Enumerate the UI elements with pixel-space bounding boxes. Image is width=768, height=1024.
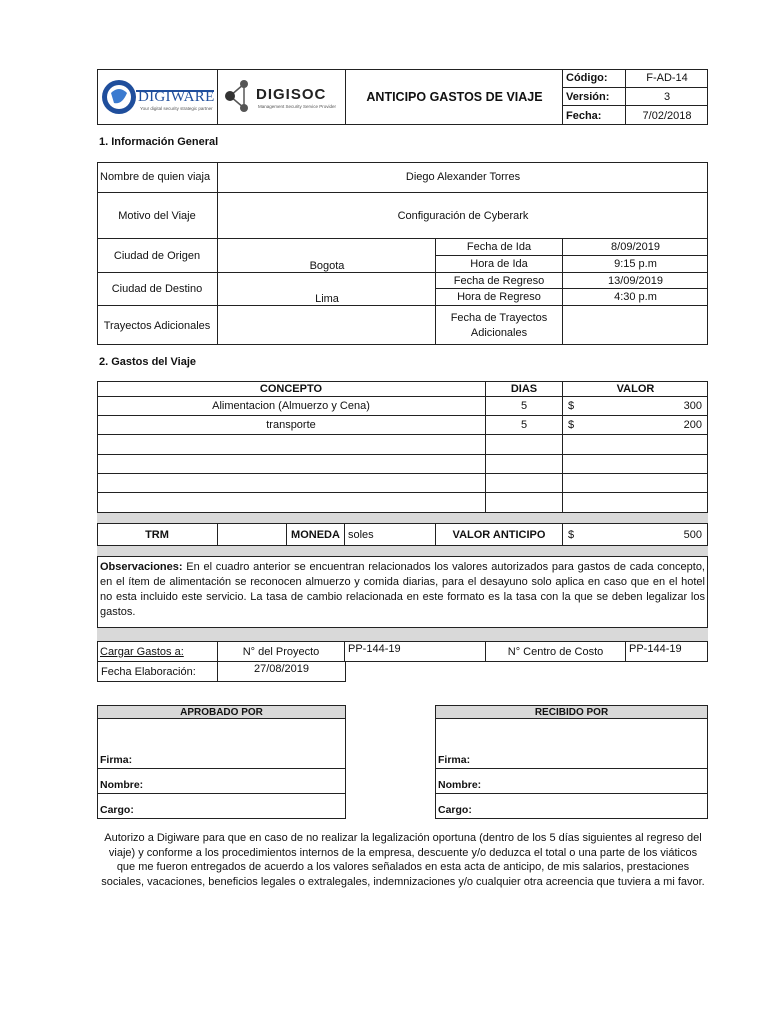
origin-label: Ciudad de Origen — [97, 239, 218, 273]
date-value: 7/02/2018 — [642, 109, 692, 122]
observations-text: En el cuadro anterior se encuentran relacionados los valores autorizados para gastos de cada concepto, en el ítem de alimentación se reconocen almuerzo y comida diarias, para el desayuno solo aplica en caso que en el hotel no esta incluido este servicio. La tasa de cambio relacionada en este formato es la tasa con la que se deben legalizar los gastos. — [100, 561, 705, 618]
table-spacer — [97, 513, 708, 524]
empty-value-cell — [563, 455, 708, 474]
currency-label: MONEDA — [287, 524, 345, 546]
origin-value: Bogota — [309, 260, 345, 272]
empty-concept-cell — [97, 455, 486, 474]
expense-days: 5 — [486, 397, 563, 416]
cost-center-label: N° Centro de Costo — [486, 641, 626, 662]
value-header: VALOR — [563, 381, 708, 397]
trm-value — [218, 524, 287, 546]
empty-concept-cell — [97, 493, 486, 513]
return-time-label: Hora de Regreso — [436, 289, 563, 306]
expense-value-cell — [563, 397, 708, 416]
advance-value: 500 — [683, 529, 702, 541]
expense-value: 200 — [683, 419, 702, 431]
received-signature-label: Firma: — [436, 754, 707, 769]
traveler-value: Diego Alexander Torres — [218, 162, 708, 193]
code-label: Código: — [563, 69, 626, 88]
digisoc-tagline: Management Security Service Provider — [258, 104, 337, 109]
days-header: DIAS — [486, 381, 563, 397]
expense-value: 300 — [683, 400, 702, 412]
cost-center-value: PP-144-19 — [629, 643, 682, 655]
digiware-logo — [100, 75, 216, 119]
elaboration-label: Fecha Elaboración: — [97, 662, 218, 682]
reason-value: Configuración de Cyberark — [218, 193, 708, 239]
charge-label — [97, 641, 218, 662]
approved-title: APROBADO POR — [98, 706, 345, 719]
project-value: PP-144-19 — [345, 641, 486, 662]
digiware-logo-text: DIGIWARE — [138, 89, 215, 105]
currency-symbol: $ — [568, 529, 575, 541]
charge-label-text: Cargar Gastos a: — [100, 645, 184, 658]
observations-label: Observaciones: — [100, 561, 183, 573]
departure-time-value: 9:15 p.m — [563, 256, 708, 273]
section1-title: 1. Información General — [99, 136, 219, 148]
empty-value-cell — [563, 474, 708, 493]
advance-value-cell — [563, 524, 708, 546]
additional-date-value — [563, 306, 708, 345]
received-position-label: Cargo: — [438, 804, 472, 816]
advance-label: VALOR ANTICIPO — [436, 524, 563, 546]
additional-label: Trayectos Adicionales — [97, 306, 218, 345]
version-value: 3 — [626, 88, 708, 106]
separator-band — [97, 628, 708, 641]
return-time-value: 4:30 p.m — [563, 289, 708, 306]
reason-label: Motivo del Viaje — [97, 193, 218, 239]
empty-days-cell — [486, 455, 563, 474]
empty-days-cell — [486, 474, 563, 493]
currency-symbol: $ — [568, 400, 575, 412]
expense-days: 5 — [486, 416, 563, 435]
empty-days-cell — [486, 435, 563, 455]
approved-name-label: Nombre: — [98, 779, 345, 794]
return-date-value: 13/09/2019 — [563, 273, 708, 289]
date-label: Fecha: — [563, 106, 626, 125]
authorization-text: Autorizo a Digiware para que en caso de no realizar la legalización oportuna (dentro de los 5 días siguientes al regreso del viaje) y conforme a los procedimientos internos de la empresa, descuente y/o deduzca el total o una parte de los viáticos que me fueron entregados de acuerdo a los valores señalados en esta acta de anticipo, de mis salarios, prestaciones sociales, vacaciones, beneficios legales o extralegales, indemnizaciones y/o cualquier otra acreencia que tuviera a mi favor. — [101, 832, 705, 888]
digiware-tagline: Your digital security strategic partner — [140, 106, 213, 111]
project-label: N° del Proyecto — [218, 641, 345, 662]
traveler-label: Nombre de quien viaja — [97, 162, 218, 193]
departure-date-value: 8/09/2019 — [563, 239, 708, 256]
departure-time-label: Hora de Ida — [436, 256, 563, 273]
received-title: RECIBIDO POR — [436, 706, 707, 719]
received-name-label: Nombre: — [436, 779, 707, 794]
approved-position-label: Cargo: — [100, 804, 134, 816]
currency-symbol: $ — [568, 419, 575, 431]
version-label: Versión: — [563, 88, 626, 106]
expense-value-cell — [563, 416, 708, 435]
empty-concept-cell — [97, 435, 486, 455]
trm-label: TRM — [97, 524, 218, 546]
section2-title: 2. Gastos del Viaje — [99, 356, 197, 368]
digisoc-logo-text: DIGISOC — [256, 86, 327, 103]
expense-concept: transporte — [97, 416, 486, 435]
concept-header: CONCEPTO — [97, 381, 486, 397]
departure-date-label: Fecha de Ida — [436, 239, 563, 256]
page-title: ANTICIPO GASTOS DE VIAJE — [366, 90, 543, 104]
empty-concept-cell — [97, 474, 486, 493]
observations-box — [97, 556, 708, 628]
destination-label: Ciudad de Destino — [97, 273, 218, 306]
expense-concept: Alimentacion (Almuerzo y Cena) — [97, 397, 486, 416]
empty-value-cell — [563, 435, 708, 455]
destination-value: Lima — [315, 293, 339, 305]
empty-days-cell — [486, 493, 563, 513]
approved-signature-label: Firma: — [98, 754, 345, 769]
additional-value — [218, 306, 436, 345]
digisoc-logo — [222, 76, 342, 116]
return-date-label: Fecha de Regreso — [436, 273, 563, 289]
separator-band — [97, 546, 708, 556]
currency-value: soles — [345, 524, 436, 546]
elaboration-value: 27/08/2019 — [218, 662, 346, 682]
empty-value-cell — [563, 493, 708, 513]
code-value: F-AD-14 — [626, 69, 708, 88]
additional-date-label: Fecha de Trayectos Adicionales — [436, 306, 563, 345]
